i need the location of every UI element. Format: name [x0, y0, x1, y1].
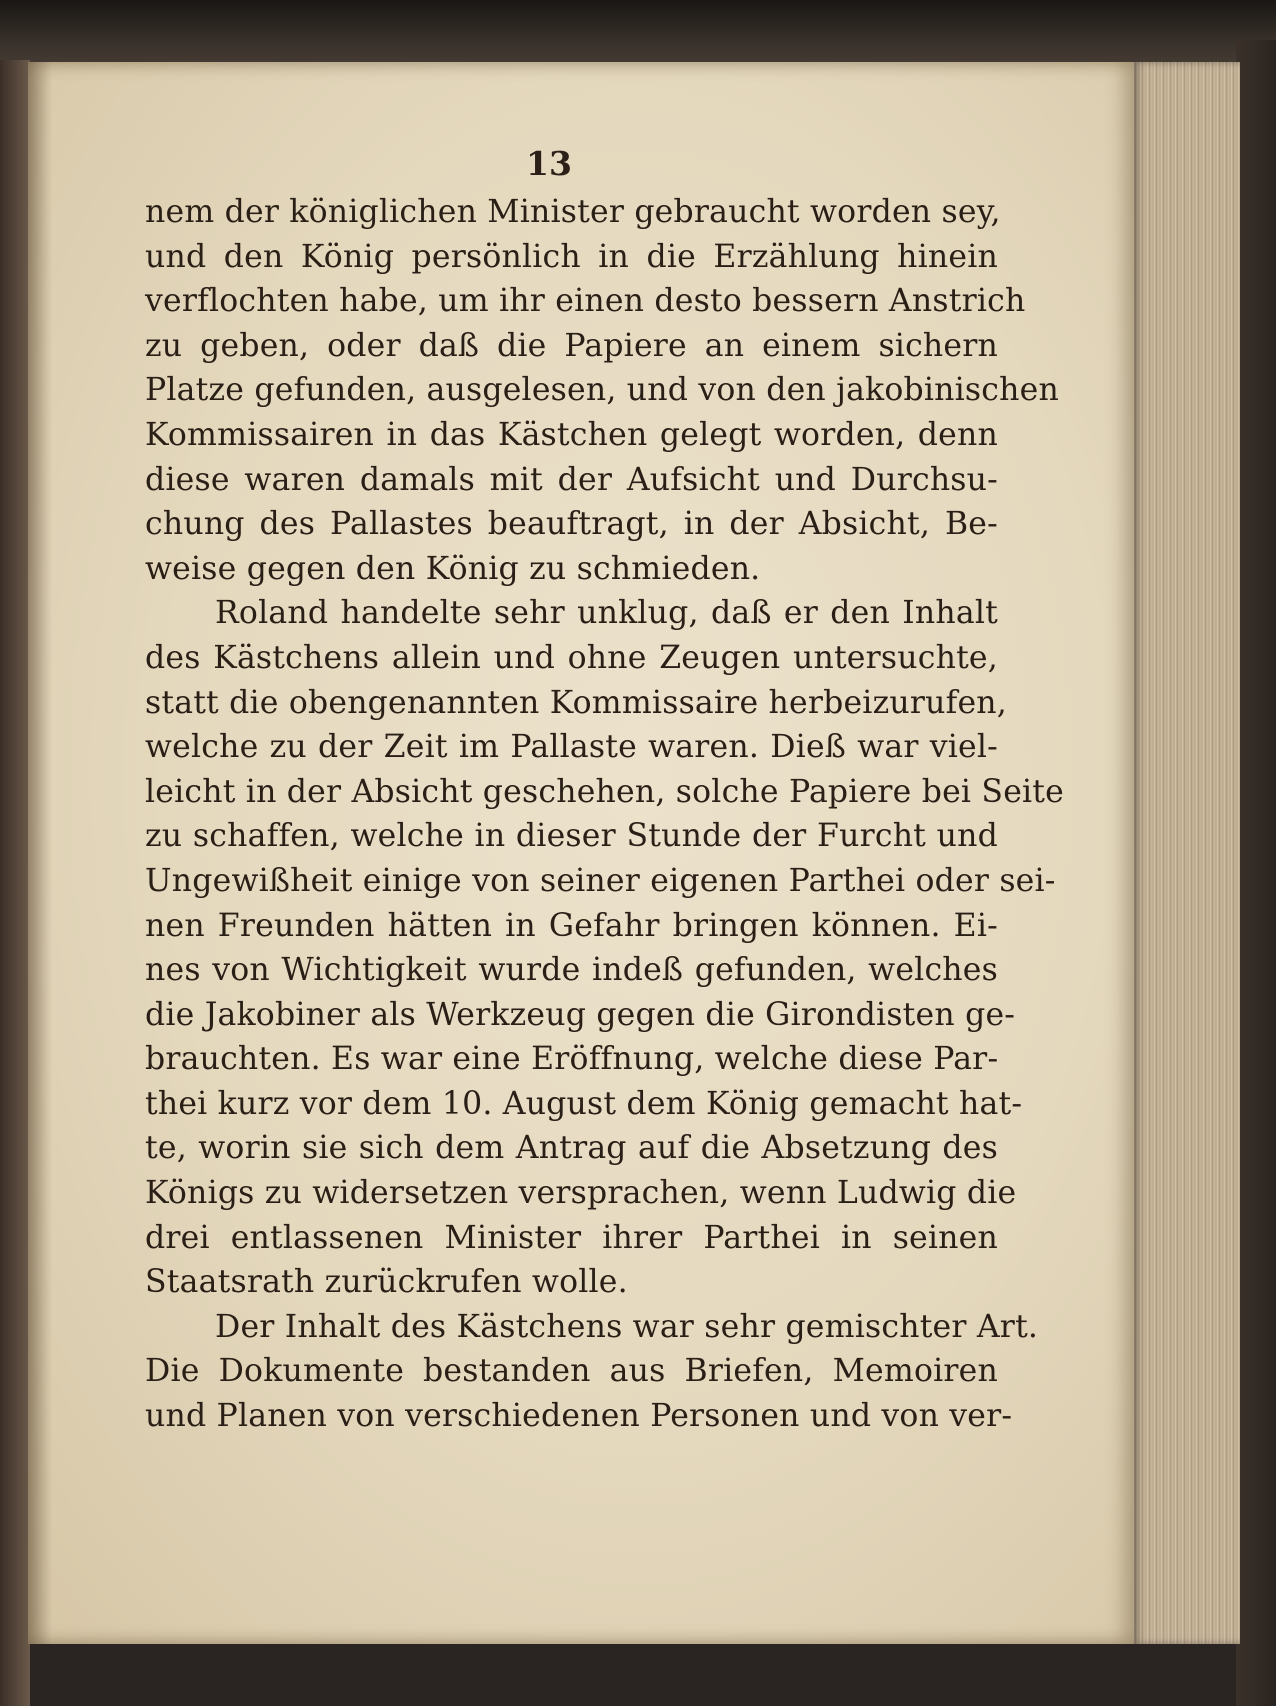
book-page [28, 62, 1134, 1644]
text-line: Die Dokumente bestanden aus Briefen, Memoiren [145, 1353, 998, 1390]
page-edges [1132, 62, 1240, 1644]
paragraph-first-line: Der Inhalt des Kästchens war sehr gemischter Art. [215, 1308, 1039, 1345]
text-line: te, worin sie sich dem Antrag auf die Absetzung des [145, 1130, 998, 1167]
page-number: 13 [526, 144, 572, 183]
text-line: nen Freunden hätten in Gefahr bringen können. Ei- [145, 907, 998, 944]
text-line: thei kurz vor dem 10. August dem König gemacht hat- [145, 1085, 1023, 1122]
gutter-shadow [28, 62, 52, 1644]
text-line: und Planen von verschiedenen Personen und von ver- [145, 1398, 1013, 1435]
text-line: leicht in der Absicht geschehen, solche Papiere bei Seite [145, 773, 1065, 810]
text-line: statt die obengenannten Kommissaire herbeizurufen, [145, 684, 1007, 721]
text-line: drei entlassenen Minister ihrer Parthei in seinen [145, 1219, 998, 1256]
book-cover-right [1236, 40, 1276, 1706]
text-line: welche zu der Zeit im Pallaste waren. Dieß war viel- [145, 729, 998, 766]
text-line: Ungewißheit einige von seiner eigenen Parthei oder sei- [145, 862, 1056, 899]
text-line: die Jakobiner als Werkzeug gegen die Girondisten ge- [145, 996, 1016, 1033]
text-line: Königs zu widersetzen versprachen, wenn Ludwig die [145, 1175, 1017, 1212]
text-line: zu schaffen, welche in dieser Stunde der Furcht und [145, 818, 998, 855]
text-line: verflochten habe, um ihr einen desto bessern Anstrich [145, 283, 1026, 320]
text-line: Staatsrath zurückrufen wolle. [145, 1264, 628, 1301]
text-line: brauchten. Es war eine Eröffnung, welche diese Par- [145, 1041, 999, 1078]
text-line: weise gegen den König zu schmieden. [145, 550, 761, 587]
book-cover-left [0, 60, 30, 1706]
text-line: chung des Pallastes beauftragt, in der Absicht, Be- [145, 506, 998, 543]
text-line: nem der königlichen Minister gebraucht worden sey, [145, 194, 1001, 230]
text-line: Kommissairen in das Kästchen gelegt worden, denn [145, 416, 998, 453]
text-line: Platze gefunden, ausgelesen, und von den jakobinischen [145, 372, 1059, 409]
text-block [145, 190, 1065, 1439]
text-line: diese waren damals mit der Aufsicht und Durchsu- [145, 461, 998, 498]
text-line: nes von Wichtigkeit wurde indeß gefunden, welches [145, 952, 998, 989]
paragraph-first-line: Roland handelte sehr unklug, daß er den Inhalt [215, 595, 998, 632]
text-line: zu geben, oder daß die Papiere an einem sichern [145, 327, 998, 364]
text-line: des Kästchens allein und ohne Zeugen untersuchte, [145, 639, 998, 676]
text-line: und den König persönlich in die Erzählung hinein [145, 238, 998, 275]
